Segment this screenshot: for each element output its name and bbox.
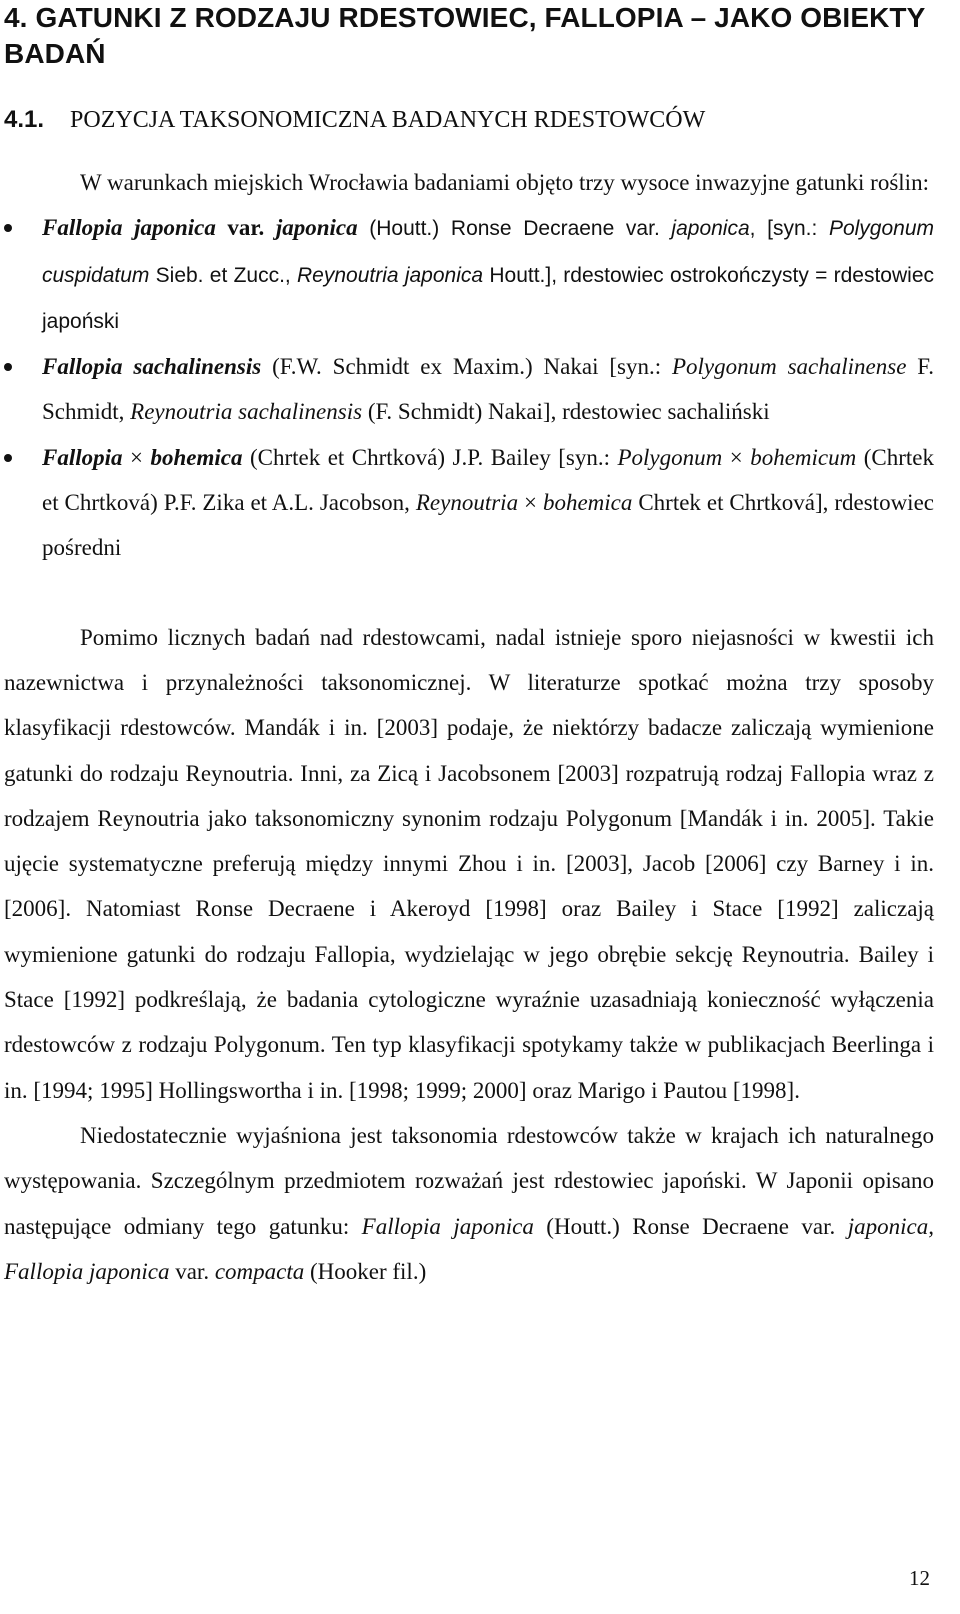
body-paragraph: Pomimo licznych badań nad rdestowcami, nadal istnieje sporo niejasności w kwestii ich nazewnictwa i przynależności taksonomicznej. W literaturze spotkać można trzy sposoby klasyfikacji rdestowców. Mandák i in. [2003] podaje, że niektórzy badacze zaliczają wymienione gatunki do rodzaju Reynoutria. Inni, za Zicą i Jacobsonem [2003] rozpatrują rodzaj Fallopia wraz z rodzajem Reynoutria jako taksonomiczny synonim rodzaju Polygonum [Mandák i in. 2005]. Takie ujęcie systematyczne preferują między innymi Zhou i in. [2003], Jacob [2006] czy Barney i in. [2006]. Natomiast Ronse Decraene i Akeroyd [1998] oraz Bailey i Stace [1992] zaliczają wymienione gatunki do rodzaju Fallopia, wydzielając w jego obrębie sekcję Reynoutria. Bailey i Stace [1992] podkreślają, że badania cytologiczne wyraźnie uzasadniają konieczność wyłączenia rdestowców z rodzaju Polygonum. Ten typ klasyfikacji spotykamy także w publikacjach Beerlinga i in. [1994; 1995] Hollingswortha i in. [1998; 1999; 2000] oraz Marigo i Pautou [1998]. bbox=[4, 624, 934, 1103]
bullet-icon bbox=[4, 224, 12, 232]
chapter-heading bbox=[4, 0, 934, 72]
list-item: Fallopia × bohemica (Chrtek et Chrtková) J.P. Bailey [syn.: Polygonum × bohemicum (Chrtek et Chrtková) P.F. Zika et A.L. Jacobson, Reynoutria × bohemica Chrtek et Chrtková], rdestowiec pośredni bbox=[4, 435, 934, 571]
chapter-number: 4. bbox=[4, 2, 28, 33]
chapter-title: GATUNKI Z RODZAJU RDESTOWIEC, FALLOPIA – JAKO OBIEKTY BADAŃ bbox=[4, 2, 925, 69]
section-heading bbox=[4, 102, 934, 138]
document-page bbox=[4, 0, 934, 1294]
bullet-icon bbox=[4, 363, 12, 371]
bullet-icon bbox=[4, 454, 12, 462]
section-title: POZYCJA TAKSONOMICZNA BADANYCH RDESTOWCÓW bbox=[70, 107, 706, 133]
list-item: Fallopia sachalinensis (F.W. Schmidt ex Maxim.) Nakai [syn.: Polygonum sachalinense F. Schmidt, Reynoutria sachalinensis (F. Schmidt) Nakai], rdestowiec sachaliński bbox=[4, 344, 934, 435]
body-paragraph: Niedostatecznie wyjaśniona jest taksonomia rdestowców także w krajach ich naturalnego występowania. Szczególnym przedmiotem rozważań jest rdestowiec japoński. W Japonii opisano następujące odmiany tego gatunku: Fallopia japonica (Houtt.) Ronse Decraene var. japonica, Fallopia japonica var. compacta (Hooker fil.) bbox=[4, 1122, 934, 1284]
section-number: 4.1. bbox=[4, 106, 45, 133]
species-name: Fallopia sachalinensis bbox=[42, 354, 262, 380]
page-number: 12 bbox=[909, 1566, 930, 1590]
species-name: Fallopia bbox=[42, 444, 123, 470]
list-item: Fallopia japonica var. japonica (Houtt.) Ronse Decraene var. japonica, [syn.: Polygonum cuspidatum Sieb. et Zucc., Reynoutria japonica Houtt.], rdestowiec ostrokończysty = rdestowiec japoński bbox=[4, 205, 934, 344]
species-name: Fallopia japonica bbox=[42, 215, 216, 241]
intro-paragraph: W warunkach miejskich Wrocławia badaniami objęto trzy wysoce inwazyjne gatunki roślin: bbox=[80, 170, 929, 195]
species-list bbox=[4, 205, 934, 570]
